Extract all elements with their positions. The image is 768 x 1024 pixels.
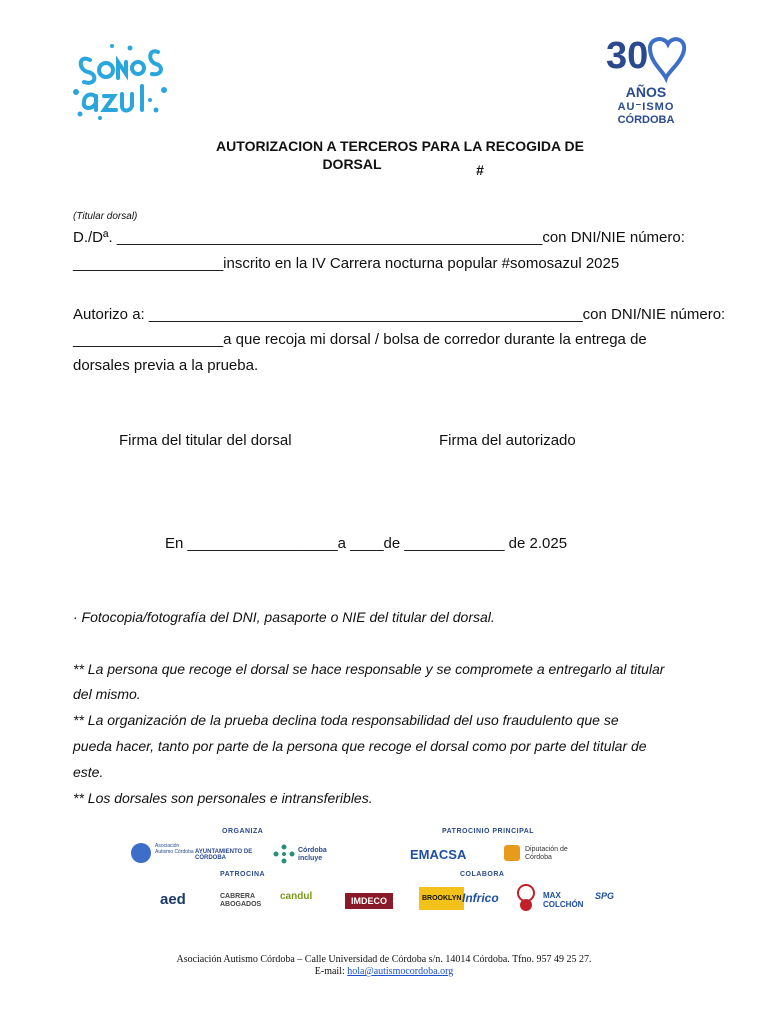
date-line: En __________________a ____de ____________ de 2.025 (165, 535, 568, 552)
puzzle-icon (502, 843, 522, 863)
asociacion-logo (130, 841, 194, 870)
footer-address: Asociación Autismo Córdoba – Calle Universidad de Córdoba s/n. 14014 Córdoba. Tfno. 957 49 25 27. (176, 954, 592, 965)
cordoba-incluye-logo (272, 843, 327, 870)
logo-number: 30 (606, 35, 649, 77)
imdeco-logo: IMDECO (345, 893, 393, 909)
signature-titular-label: Firma del titular del dorsal (119, 432, 292, 449)
mascot-icon (515, 883, 537, 913)
mascot-logo (515, 883, 537, 918)
label-organiza: ORGANIZA (222, 828, 264, 835)
infrico-logo: Infrico (462, 891, 499, 905)
footer-email-link[interactable]: hola@autismocordoba.org (347, 966, 454, 977)
form-line-titular: D./Dª. ___________________________________________________con DNI/NIE número: (73, 229, 685, 246)
sponsors-block (120, 825, 650, 925)
note-organizacion-3: este. (73, 764, 104, 780)
label-patrocina: PATROCINA (220, 871, 266, 878)
diputacion-text: Diputación de Córdoba (525, 846, 568, 861)
cordoba-incluye-text: Córdoba incluye (298, 847, 327, 862)
label-patrocinio-principal: PATROCINIO PRINCIPAL (442, 828, 535, 835)
form-line-dorsales: dorsales previa a la prueba. (73, 357, 259, 374)
asociacion-icon (130, 841, 152, 865)
titular-hint: (Titular dorsal) (73, 211, 138, 222)
treinta-anos-logo (606, 34, 686, 128)
note-organizacion-2: pueda hacer, tanto por parte de la persona que recoge el dorsal como por parte del titular de (73, 738, 647, 754)
logo-line-2: AU⁻ISMO (617, 101, 675, 113)
logo-line-3: CÓRDOBA (617, 114, 675, 126)
brooklyn-logo: BROOKLYN (419, 887, 464, 910)
spg-logo: SPG (595, 891, 615, 901)
note-organizacion-1: ** La organización de la prueba declina toda responsabilidad del uso fraudulento que se (73, 712, 619, 728)
footer-email-row (0, 966, 768, 977)
max-colchon-logo: MAX COLCHÓN (543, 891, 584, 909)
note-dni: · Fotocopia/fotografía del DNI, pasaporte o NIE del titular del dorsal. (73, 609, 495, 625)
document-title-line-1: AUTORIZACION A TERCEROS PARA LA RECOGIDA DE (216, 138, 584, 154)
form-line-autorizo: Autorizo a: ____________________________________________________con DNI/NIE número: (73, 306, 726, 323)
document-title-line-2: DORSAL (322, 156, 382, 172)
form-line-recoja: __________________a que recoja mi dorsal / bolsa de corredor durante la entrega de (73, 331, 647, 348)
note-responsable-1: ** La persona que recoge el dorsal se hace responsable y se compromete a entregarlo al titular (73, 661, 665, 677)
aed-logo: aed (160, 891, 186, 908)
signature-autorizado-label: Firma del autorizado (439, 432, 576, 449)
somos-azul-logo (70, 40, 172, 122)
dots-icon (272, 843, 296, 865)
note-intransferibles: ** Los dorsales son personales e intransferibles. (73, 790, 373, 806)
label-colabora: COLABORA (460, 871, 505, 878)
asociacion-name: Asociación Autismo Córdoba (155, 843, 194, 855)
note-responsable-2: del mismo. (73, 686, 141, 702)
diputacion-logo (502, 843, 568, 868)
logo-line-1: AÑOS (625, 84, 667, 100)
candul-logo: candul (280, 891, 313, 902)
cabrera-logo: CABRERA ABOGADOS (220, 893, 262, 908)
emacsa-logo: EMACSA (410, 847, 467, 862)
ayuntamiento-logo: AYUNTAMIENTO DE CÓRDOBA (195, 849, 253, 861)
form-line-inscrito: __________________inscrito en la IV Carrera nocturna popular #somosazul 2025 (73, 255, 620, 272)
footer-email-label: E-mail: (314, 966, 345, 977)
title-hash: # (476, 162, 484, 178)
